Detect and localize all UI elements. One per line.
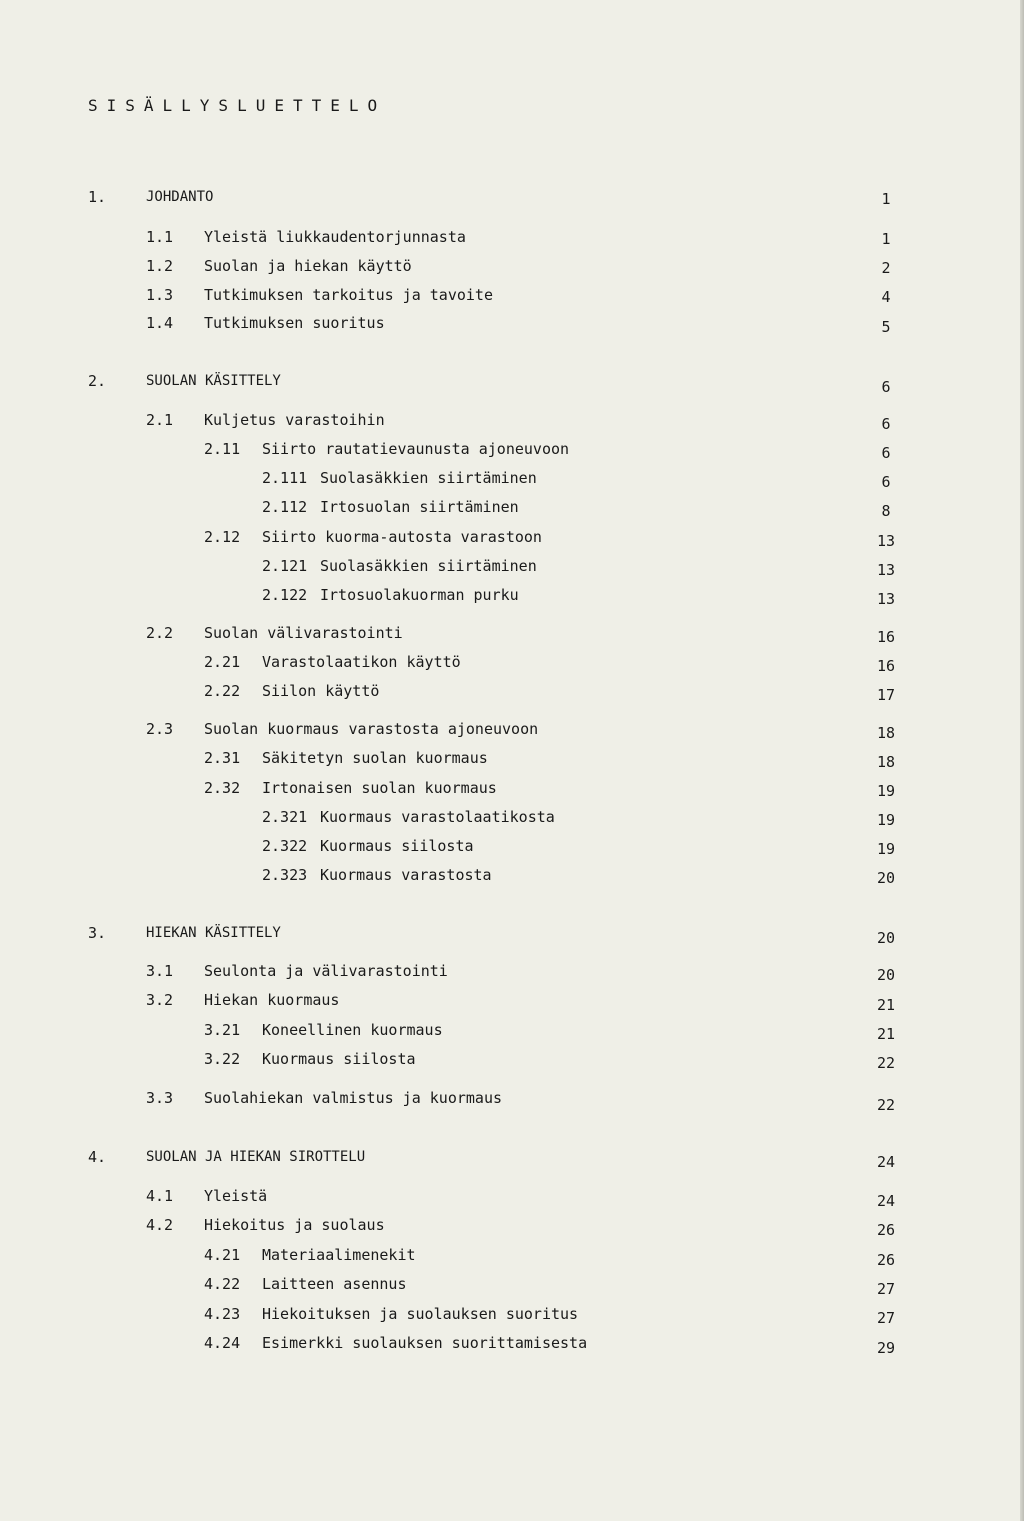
toc-entry xyxy=(0,747,1024,769)
toc-entry-page: 1 xyxy=(881,230,891,248)
toc-entry-number: 4.1 xyxy=(146,1187,174,1205)
toc-entry-number: 2. xyxy=(88,372,107,390)
toc-entry-page: 24 xyxy=(876,1192,896,1210)
toc-entry-page: 1 xyxy=(881,190,891,208)
toc-entry-title: Materiaalimenekit xyxy=(262,1246,416,1264)
toc-entry-title: SUOLAN JA HIEKAN SIROTTELU xyxy=(146,1149,366,1165)
toc-entry-title: Siilon käyttö xyxy=(262,682,380,700)
toc-entry xyxy=(0,284,1024,306)
toc-entry-title: Siirto rautatievaunusta ajoneuvoon xyxy=(262,440,570,458)
toc-entry-title: Suolan kuormaus varastosta ajoneuvoon xyxy=(204,720,539,738)
toc-entry-number: 3.1 xyxy=(146,962,174,980)
toc-entry xyxy=(0,467,1024,489)
toc-entry xyxy=(0,622,1024,644)
toc-entry-title: Koneellinen kuormaus xyxy=(262,1021,443,1039)
toc-entry-number: 2.323 xyxy=(262,866,308,884)
toc-entry-page: 6 xyxy=(881,444,891,462)
toc-entry-number: 4.22 xyxy=(204,1275,241,1293)
toc-entry-title: Tutkimuksen tarkoitus ja tavoite xyxy=(204,286,493,304)
toc-entry-title: Tutkimuksen suoritus xyxy=(204,314,385,332)
toc-entry-page: 8 xyxy=(881,502,891,520)
toc-entry-number: 4. xyxy=(88,1148,107,1166)
toc-entry-number: 2.1 xyxy=(146,411,174,429)
toc-entry-number: 4.21 xyxy=(204,1246,241,1264)
toc-entry-title: Hiekoitus ja suolaus xyxy=(204,1216,385,1234)
toc-entry-page: 20 xyxy=(876,869,896,887)
toc-entry xyxy=(0,584,1024,606)
toc-entry xyxy=(0,438,1024,460)
toc-entry-page: 16 xyxy=(876,657,896,675)
toc-entry-title: Siirto kuorma-autosta varastoon xyxy=(262,528,542,546)
toc-entry-page: 22 xyxy=(876,1096,896,1114)
toc-entry xyxy=(0,777,1024,799)
toc-entry-title: Seulonta ja välivarastointi xyxy=(204,962,448,980)
toc-entry-page: 21 xyxy=(876,1025,896,1043)
toc-entry-title: Säkitetyn suolan kuormaus xyxy=(262,749,488,767)
toc-entry xyxy=(0,312,1024,334)
toc-entry-title: Kuormaus siilosta xyxy=(262,1050,416,1068)
toc-entry-page: 20 xyxy=(876,966,896,984)
toc-entry xyxy=(0,526,1024,548)
toc-entry-number: 2.122 xyxy=(262,586,308,604)
toc-entry-page: 6 xyxy=(881,378,891,396)
toc-entry-number: 2.12 xyxy=(204,528,241,546)
toc-entry-title: Suolahiekan valmistus ja kuormaus xyxy=(204,1089,503,1107)
toc-entry xyxy=(0,370,1024,396)
toc-entry-number: 1.3 xyxy=(146,286,174,304)
toc-entry-number: 2.2 xyxy=(146,624,174,642)
toc-entry-page: 13 xyxy=(876,561,896,579)
toc-entry-page: 2 xyxy=(881,259,891,277)
page-title: SISÄLLYSLUETTELO xyxy=(88,96,387,115)
toc-entry-number: 2.322 xyxy=(262,837,308,855)
toc-entry xyxy=(0,864,1024,886)
toc-entry-page: 18 xyxy=(876,753,896,771)
toc-entry xyxy=(0,1019,1024,1041)
toc-entry xyxy=(0,651,1024,673)
toc-entry xyxy=(0,186,1024,208)
toc-entry-number: 2.22 xyxy=(204,682,241,700)
toc-entry-title: Yleistä xyxy=(204,1187,268,1205)
toc-entry xyxy=(0,1048,1024,1070)
toc-entry xyxy=(0,255,1024,277)
toc-entry-number: 2.112 xyxy=(262,498,308,516)
toc-entry-page: 17 xyxy=(876,686,896,704)
toc-entry-title: Irtonaisen suolan kuormaus xyxy=(262,779,497,797)
toc-entry xyxy=(0,226,1024,248)
toc-entry xyxy=(0,960,1024,982)
toc-entry-page: 18 xyxy=(876,724,896,742)
toc-entry-title: Yleistä liukkaudentorjunnasta xyxy=(204,228,466,246)
toc-entry-title: Suolan ja hiekan käyttö xyxy=(204,257,412,275)
toc-entry-number: 3.22 xyxy=(204,1050,241,1068)
toc-entry-page: 27 xyxy=(876,1280,896,1298)
toc-entry-page: 26 xyxy=(876,1221,896,1239)
toc-entry-title: Kuormaus varastolaatikosta xyxy=(320,808,555,826)
toc-entry xyxy=(0,1244,1024,1269)
toc-entry-page: 21 xyxy=(876,996,896,1014)
toc-entry xyxy=(0,1087,1024,1114)
toc-entry xyxy=(0,718,1024,740)
toc-entry-number: 1.4 xyxy=(146,314,174,332)
toc-entry xyxy=(0,1273,1024,1298)
toc-entry-number: 1. xyxy=(88,188,107,206)
toc-entry-number: 2.21 xyxy=(204,653,241,671)
toc-entry-page: 16 xyxy=(876,628,896,646)
toc-entry-page: 26 xyxy=(876,1251,896,1269)
toc-entry-number: 3.2 xyxy=(146,991,174,1009)
toc-entry xyxy=(0,989,1024,1014)
toc-entry-page: 19 xyxy=(876,782,896,800)
toc-entry-page: 13 xyxy=(876,590,896,608)
toc-entry-number: 3.3 xyxy=(146,1089,174,1107)
toc-entry-number: 1.2 xyxy=(146,257,174,275)
toc-entry-number: 4.23 xyxy=(204,1305,241,1323)
toc-entry-page: 13 xyxy=(876,532,896,550)
toc-entry-page: 6 xyxy=(881,473,891,491)
toc-entry-number: 1.1 xyxy=(146,228,174,246)
toc-entry-page: 22 xyxy=(876,1054,896,1072)
toc-entry xyxy=(0,806,1024,828)
toc-entry-title: Irtosuolakuorman purku xyxy=(320,586,519,604)
toc-entry-number: 3.21 xyxy=(204,1021,241,1039)
toc-entry-title: JOHDANTO xyxy=(146,189,214,205)
toc-entry-page: 27 xyxy=(876,1309,896,1327)
toc-entry xyxy=(0,409,1024,431)
toc-entry-title: Kuormaus varastosta xyxy=(320,866,492,884)
toc-entry-page: 24 xyxy=(876,1153,896,1171)
toc-entry-number: 4.2 xyxy=(146,1216,174,1234)
toc-entry-number: 2.321 xyxy=(262,808,308,826)
toc-entry-page: 5 xyxy=(881,318,891,336)
toc-entry-number: 2.111 xyxy=(262,469,308,487)
toc-entry-title: HIEKAN KÄSITTELY xyxy=(146,925,281,941)
toc-entry-number: 2.3 xyxy=(146,720,174,738)
toc-entry xyxy=(0,1332,1024,1357)
toc-entry-number: 2.32 xyxy=(204,779,241,797)
toc-entry-number: 2.121 xyxy=(262,557,308,575)
toc-entry-title: Suolasäkkien siirtäminen xyxy=(320,469,537,487)
toc-entry-page: 29 xyxy=(876,1339,896,1357)
toc-entry xyxy=(0,680,1024,702)
toc-entry-title: Hiekan kuormaus xyxy=(204,991,340,1009)
toc-entry-title: Suolasäkkien siirtäminen xyxy=(320,557,537,575)
toc-entry-page: 19 xyxy=(876,840,896,858)
toc-entry-title: Kuljetus varastoihin xyxy=(204,411,385,429)
toc-entry xyxy=(0,1185,1024,1210)
toc-entry-page: 19 xyxy=(876,811,896,829)
toc-entry-title: Laitteen asennus xyxy=(262,1275,407,1293)
toc-entry-number: 4.24 xyxy=(204,1334,241,1352)
toc-entry-title: Esimerkki suolauksen suorittamisesta xyxy=(262,1334,588,1352)
toc-entry xyxy=(0,835,1024,857)
toc-entry-title: Hiekoituksen ja suolauksen suoritus xyxy=(262,1305,579,1323)
toc-entry xyxy=(0,1303,1024,1325)
toc-entry-title: SUOLAN KÄSITTELY xyxy=(146,373,281,389)
toc-entry-number: 3. xyxy=(88,924,107,942)
toc-entry xyxy=(0,555,1024,577)
toc-entry-title: Kuormaus siilosta xyxy=(320,837,474,855)
toc-entry-title: Varastolaatikon käyttö xyxy=(262,653,461,671)
toc-entry-title: Irtosuolan siirtäminen xyxy=(320,498,519,516)
toc-entry-title: Suolan välivarastointi xyxy=(204,624,403,642)
toc-entry xyxy=(0,922,1024,947)
toc-entry-page: 6 xyxy=(881,415,891,433)
toc-entry xyxy=(0,1146,1024,1171)
toc-entry xyxy=(0,1214,1024,1239)
toc-entry xyxy=(0,496,1024,518)
toc-entry-number: 2.11 xyxy=(204,440,241,458)
toc-entry-number: 2.31 xyxy=(204,749,241,767)
toc-entry-page: 4 xyxy=(881,288,891,306)
toc-entry-page: 20 xyxy=(876,929,896,947)
